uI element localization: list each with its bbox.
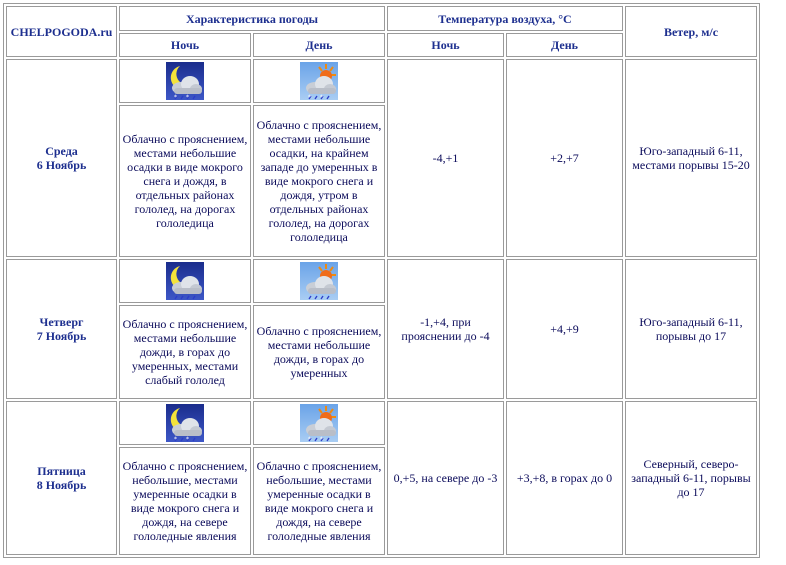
day-label: [6, 259, 117, 399]
temp-night: -4,+1: [387, 59, 504, 257]
temp-day: +3,+8, в горах до 0: [506, 401, 623, 555]
temp-night-header: Ночь: [387, 33, 504, 57]
day-description: Облачно с прояснением, небольшие, местами умеренные осадки в виде мокрого снега и дождя, на севере гололедные явления: [253, 447, 385, 555]
day-description: Облачно с прояснением, местами небольшие дожди, в горах до умеренных: [253, 305, 385, 399]
weather-day-header: День: [253, 33, 385, 57]
site-name: CHELPOGODA.ru: [6, 6, 117, 57]
day-icon-cell: [253, 259, 385, 303]
night-icon-cell: [119, 59, 251, 103]
sun-cloud-snow-rain-icon: [300, 62, 338, 100]
night-icon-cell: [119, 259, 251, 303]
day-icon-cell: [253, 59, 385, 103]
wind-value: Северный, северо-западный 6-11, порывы до 17: [625, 401, 757, 555]
moon-cloud-snow-rain-icon: [166, 62, 204, 100]
day-icon-cell: [253, 401, 385, 445]
forecast-row-thursday: [6, 259, 757, 303]
forecast-row-friday: [6, 401, 757, 445]
day-label: [6, 59, 117, 257]
temp-day: +2,+7: [506, 59, 623, 257]
weekday: Пятница: [37, 464, 86, 478]
day-description: Облачно с прояснением, местами небольшие осадки, на крайнем западе до умеренных в виде мокрого снега и дождя, утром в отдельных районах гололед, на дорогах гололедица: [253, 105, 385, 257]
wind-value: Юго-западный 6-11, порывы до 17: [625, 259, 757, 399]
wind-value: Юго-западный 6-11, местами порывы 15-20: [625, 59, 757, 257]
temp-day: +4,+9: [506, 259, 623, 399]
date: 6 Ноябрь: [36, 158, 87, 172]
weather-night-header: Ночь: [119, 33, 251, 57]
air-temperature-header: Температура воздуха, °С: [387, 6, 623, 31]
day-label: [6, 401, 117, 555]
weekday: Четверг: [39, 315, 84, 329]
forecast-row-wednesday: [6, 59, 757, 103]
night-description: Облачно с прояснением, местами небольшие осадки в виде мокрого снега и дождя, в отдельных районах гололед, на дорогах гололедица: [119, 105, 251, 257]
temp-day-header: День: [506, 33, 623, 57]
date: 8 Ноябрь: [36, 478, 87, 492]
wind-header: Ветер, м/с: [625, 6, 757, 57]
weekday: Среда: [45, 144, 78, 158]
moon-cloud-rain-icon: [166, 262, 204, 300]
temp-night: -1,+4, при прояснении до -4: [387, 259, 504, 399]
forecast-table: [3, 3, 760, 558]
night-description: Облачно с прояснением, местами небольшие дожди, в горах до умеренных, местами слабый гололед: [119, 305, 251, 399]
moon-cloud-snow-rain-icon: [166, 404, 204, 442]
night-description: Облачно с прояснением, небольшие, местами умеренные осадки в виде мокрого снега и дождя, на севере гололедные явления: [119, 447, 251, 555]
night-icon-cell: [119, 401, 251, 445]
temp-night: 0,+5, на севере до -3: [387, 401, 504, 555]
weather-characteristic-header: Характеристика погоды: [119, 6, 385, 31]
sun-cloud-rain-icon: [300, 262, 338, 300]
sun-cloud-snow-rain-icon: [300, 404, 338, 442]
date: 7 Ноябрь: [36, 329, 87, 343]
